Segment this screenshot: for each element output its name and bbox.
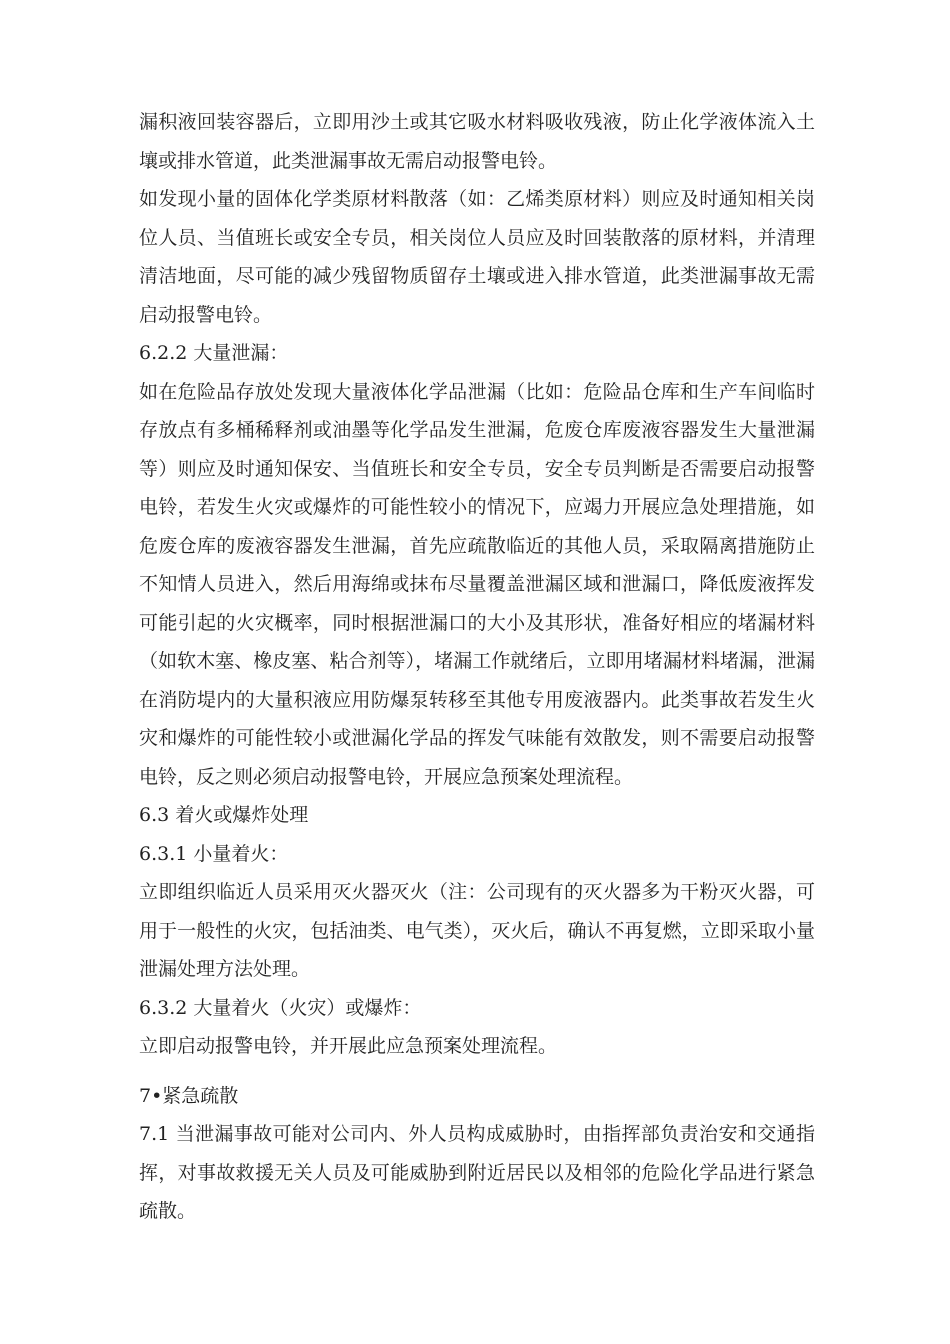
document-body: [139, 103, 815, 1231]
paragraph-evacuation: 7.1 当泄漏事故可能对公司内、外人员构成威胁时，由指挥部负责治安和交通指挥，对事故救援无关人员及可能威胁到附近居民以及相邻的危险化学品进行紧急疏散。: [139, 1123, 815, 1222]
heading-6-2-2: 6.2.2 大量泄漏：: [139, 342, 289, 364]
paragraph-leak-residue: 漏积液回装容器后，立即用沙土或其它吸水材料吸收残液，防止化学液体流入土壤或排水管道，此类泄漏事故无需启动报警电铃。: [139, 111, 815, 172]
heading-6-3-2: 6.3.2 大量着火（火灾）或爆炸：: [139, 996, 422, 1019]
paragraph-large-leak: 如在危险品存放处发现大量液体化学品泄漏（比如：危险品仓库和生产车间临时存放点有多桶稀释剂或油墨等化学品发生泄漏，危废仓库废液容器发生大量泄漏等）则应及时通知保安、当值班长和安全专员，安全专员判断是否需要启动报警电铃，若发生火灾或爆炸的可能性较小的情况下，应竭力开展应急处理措施，如危废仓库的废液容器发生泄漏，首先应疏散临近的其他人员，采取隔离措施防止不知情人员进入，然后用海绵或抹布尽量覆盖泄漏区域和泄漏口，降低废液挥发可能引起的火灾概率，同时根据泄漏口的大小及其形状，准备好相应的堵漏材料（如软木塞、橡皮塞、粘合剂等），堵漏工作就绪后，立即用堵漏材料堵漏，泄漏在消防堤内的大量积液应用防爆泵转移至其他专用废液器内。此类事故若发生火灾和爆炸的可能性较小或泄漏化学品的挥发气味能有效散发，则不需要启动报警电铃，反之则必须启动报警电铃，开展应急预案处理流程。: [139, 380, 815, 788]
heading-7-evacuation: 7•紧急疏散: [139, 1084, 239, 1107]
heading-6-3: 6.3 着火或爆炸处理: [139, 804, 309, 826]
paragraph-large-fire: 立即启动报警电铃，并开展此应急预案处理流程。: [139, 1035, 558, 1057]
heading-6-3-1: 6.3.1 小量着火：: [139, 842, 289, 865]
paragraph-small-fire: 立即组织临近人员采用灭火器灭火（注：公司现有的灭火器多为干粉灭火器，可用于一般性的火灾，包括油类、电气类），灭火后，确认不再复燃，立即采取小量泄漏处理方法处理。: [139, 881, 815, 980]
paragraph-solid-spill: 如发现小量的固体化学类原材料散落（如：乙烯类原材料）则应及时通知相关岗位人员、当值班长或安全专员，相关岗位人员应及时回装散落的原材料，并清理清洁地面，尽可能的减少残留物质留存土壤或进入排水管道，此类泄漏事故无需启动报警电铃。: [139, 188, 815, 326]
